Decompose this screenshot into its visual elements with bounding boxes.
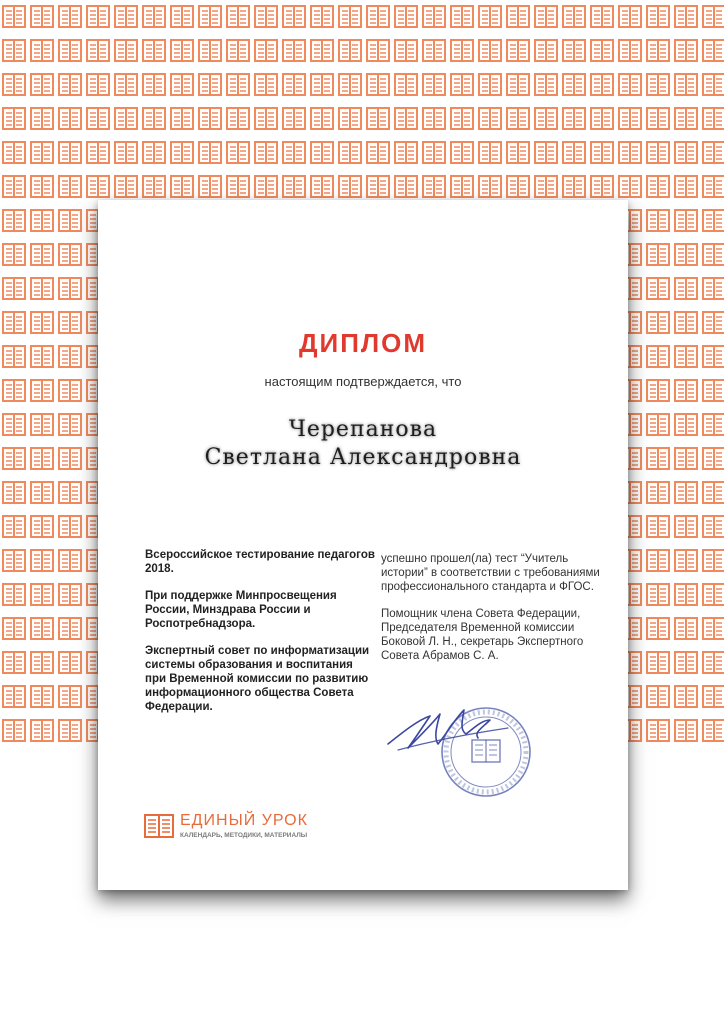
logo-name: ЕДИНЫЙ УРОК [180,812,308,829]
recipient-given-names: Светлана Александровна [204,445,522,470]
diploma-title: ДИПЛОМ [298,328,428,358]
support-text: При поддержке Минпросвещения России, Минздрава России и Роспотребнадзора. [145,590,337,630]
recipient-name [98,416,628,472]
edinyi-urok-logo [144,812,384,848]
signatory-text: Помощник члена Совета Федерации, Председателя Временной комиссии Боковой Л. Н., секретарь Экспертного Совета Абрамов С. А. [381,608,584,662]
expert-council-text: Экспертный совет по информатизации системы образования и воспитания при Временной комиссии по развитию информационного общества Совета Федерации. [145,645,370,713]
confirmation-column [381,552,601,676]
recipient-surname: Черепанова [288,417,438,442]
book-logo-icon [144,814,174,838]
organizers-column [145,548,375,727]
diploma-subtitle: настоящим подтверждается, что [264,374,462,389]
test-result-text: успешно прошел(ла) тест “Учитель истории” в соответствии с требованиями профессионального стандарта и ФГОС. [381,553,600,593]
event-name-text: Всероссийское тестирование педагогов 2018. [145,549,375,575]
signature-and-stamp [378,702,568,812]
diploma-sheet [98,200,628,890]
logo-tagline: КАЛЕНДАРЬ, МЕТОДИКИ, МАТЕРИАЛЫ [180,832,308,839]
